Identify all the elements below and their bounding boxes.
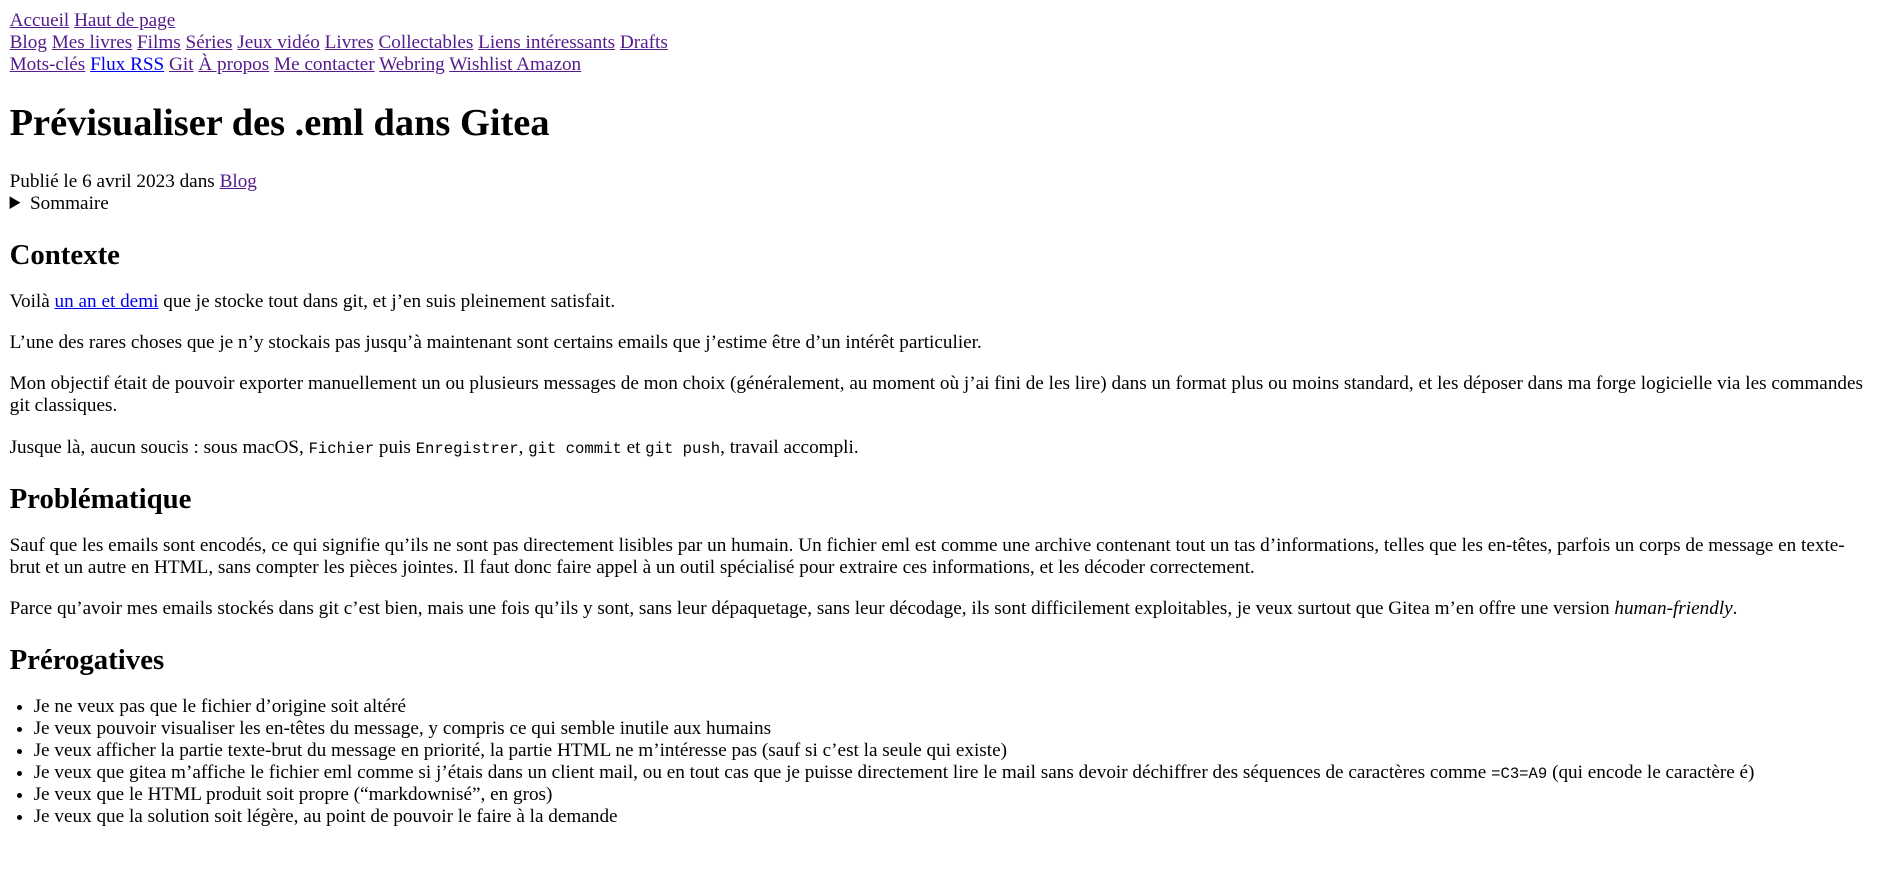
nav-link-flux-rss[interactable]: Flux RSS bbox=[90, 53, 165, 75]
article bbox=[10, 101, 1868, 828]
list-item: • Je veux afficher la partie texte-brut du message en priorité, la partie HTML ne m’intéresse pas (sauf si c’est la seule qui existe) bbox=[34, 740, 1868, 762]
paragraph-contexte-1 bbox=[10, 291, 1868, 313]
nav-link-films[interactable]: Films bbox=[137, 31, 181, 53]
text-run: que je stocke tout dans git, et j’en suis pleinement satisfait. bbox=[158, 291, 616, 313]
list-item: • Je veux que la solution soit légère, au point de pouvoir le faire à la demande bbox=[34, 806, 1868, 828]
text-run: (qui encode le caractère é) bbox=[1547, 762, 1755, 784]
list-item: • Je veux que le HTML produit soit propre (“markdownisé”, en gros) bbox=[34, 784, 1868, 806]
nav-link-blog[interactable]: Blog bbox=[9, 31, 47, 53]
code-inline-enregistrer: Enregistrer bbox=[415, 439, 519, 458]
nav-link-livres[interactable]: Livres bbox=[324, 31, 374, 53]
code-inline-quoted-printable: =C3=A9 bbox=[1491, 765, 1548, 784]
text-run: , bbox=[518, 436, 529, 458]
code-inline-git-commit: git commit bbox=[528, 439, 622, 458]
heading-problematique: Problématique bbox=[9, 482, 192, 515]
nav-row-2 bbox=[10, 32, 1868, 54]
post-meta bbox=[10, 171, 1868, 193]
nav-link-liens-interessants[interactable]: Liens intéressants bbox=[478, 31, 616, 53]
nav-row-1 bbox=[10, 10, 1868, 32]
nav-link-series[interactable]: Séries bbox=[185, 31, 233, 53]
section-contexte bbox=[10, 239, 1868, 459]
nav-link-mots-cles[interactable]: Mots-clés bbox=[9, 53, 86, 75]
nav-link-me-contacter[interactable]: Me contacter bbox=[274, 53, 375, 75]
sommaire-summary[interactable]: Sommaire bbox=[29, 193, 109, 215]
nav-link-collectables[interactable]: Collectables bbox=[378, 31, 474, 53]
paragraph-contexte-3: Mon objectif était de pouvoir exporter manuellement un ou plusieurs messages de mon choix (généralement, au moment où j’ai fini de les lire) dans un format plus ou moins standard, et les déposer dans ma forge logicielle via les commandes git classiques. bbox=[9, 373, 1863, 417]
nav-link-webring[interactable]: Webring bbox=[379, 53, 445, 75]
text-run: , travail accompli. bbox=[720, 436, 859, 458]
emphasis-human-friendly: human-friendly bbox=[1614, 597, 1733, 619]
prerogatives-list bbox=[10, 696, 1868, 828]
sommaire-details[interactable] bbox=[10, 193, 1868, 215]
paragraph-contexte-4 bbox=[10, 437, 1868, 459]
list-item: • Je ne veux pas que le fichier d’origine soit altéré bbox=[34, 696, 1868, 718]
nav-link-a-propos[interactable]: À propos bbox=[198, 53, 270, 75]
page-title: Prévisualiser des .eml dans Gitea bbox=[9, 102, 550, 145]
text-run: et bbox=[621, 436, 646, 458]
text-run: puis bbox=[374, 436, 416, 458]
text-run: Jusque là, aucun soucis : sous macOS, bbox=[9, 436, 309, 458]
nav-link-accueil[interactable]: Accueil bbox=[9, 9, 70, 31]
nav-link-jeux-video[interactable]: Jeux vidéo bbox=[237, 31, 320, 53]
text-run: Parce qu’avoir mes emails stockés dans git c’est bien, mais une fois qu’ils y sont, sans leur dépaquetage, sans leur décodage, ils sont difficilement exploitables, je veux surtout que Gitea m’en offre une version bbox=[9, 597, 1615, 619]
code-inline-fichier: Fichier bbox=[308, 439, 375, 458]
text-run: Voilà bbox=[9, 291, 55, 313]
text-run: . bbox=[1732, 597, 1738, 619]
nav-link-haut-de-page[interactable]: Haut de page bbox=[74, 9, 176, 31]
category-link-blog[interactable]: Blog bbox=[219, 171, 257, 193]
text-run: Je veux que gitea m’affiche le fichier eml comme si j’étais dans un client mail, ou en tout cas que je puisse directement lire le mail sans devoir déchiffrer des séquences de caractères comme bbox=[33, 762, 1492, 784]
link-un-an-et-demi[interactable]: un an et demi bbox=[54, 291, 159, 313]
nav-link-git[interactable]: Git bbox=[169, 53, 194, 75]
top-nav bbox=[10, 10, 1868, 76]
nav-link-mes-livres[interactable]: Mes livres bbox=[51, 31, 133, 53]
section-problematique bbox=[10, 483, 1868, 620]
heading-prerogatives: Prérogatives bbox=[9, 643, 165, 676]
paragraph-contexte-2: L’une des rares choses que je n’y stockais pas jusqu’à maintenant sont certains emails que j’estime être d’un intérêt particulier. bbox=[9, 332, 982, 354]
nav-link-wishlist-amazon[interactable]: Wishlist Amazon bbox=[449, 53, 582, 75]
code-inline-git-push: git push bbox=[645, 439, 721, 458]
section-prerogatives bbox=[10, 644, 1868, 828]
nav-row-3 bbox=[10, 54, 1868, 76]
list-item: • Je veux pouvoir visualiser les en-têtes du message, y compris ce qui semble inutile aux humains bbox=[34, 718, 1868, 740]
list-item bbox=[34, 762, 1868, 784]
heading-contexte: Contexte bbox=[9, 238, 120, 271]
paragraph-problematique-1: Sauf que les emails sont encodés, ce qui signifie qu’ils ne sont pas directement lisibles par un humain. Un fichier eml est comme une archive contenant tout un tas d’informations, telles que les en-têtes, parfois un corps de message en texte-brut et un autre en HTML, sans compter les pièces jointes. Il faut donc faire appel à un outil spécialisé pour extraire ces informations, et les décoder correctement. bbox=[9, 534, 1845, 578]
post-date-text: Publié le 6 avril 2023 dans bbox=[9, 171, 220, 193]
nav-link-drafts[interactable]: Drafts bbox=[619, 31, 668, 53]
paragraph-problematique-2 bbox=[10, 598, 1868, 620]
